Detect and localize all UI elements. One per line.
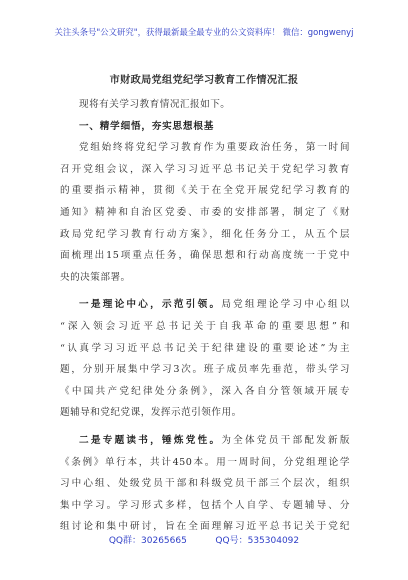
paragraph-line: 面梳理出15项重点任务，确保思想和行动高度统一于党中 [60, 250, 350, 262]
paragraph-text: 为全体党员干部配发新版 [221, 434, 350, 446]
paragraph-line: “认真学习习近平总书记关于纪律建设的重要论述”为主 [60, 342, 350, 354]
paragraph-lead: 二是专题读书，锤炼党性。 [79, 434, 222, 446]
paragraph-line: “深入领会习近平总书记关于自我革命的重要思想”和 [60, 320, 350, 332]
paragraph-line: 通知》精神和自治区党委、市委的安排部署，制定了《财 [60, 206, 350, 218]
paragraph-line: 集中学习。学习形式多样，包括个人自学、专题辅导、分 [60, 499, 350, 511]
paragraph-line [60, 294, 350, 316]
paragraph-lead: 一是理论中心，示范引领。 [79, 299, 222, 311]
paragraph-line: 组讨论和集中研讨，旨在全面理解习近平总书记关于党纪 [60, 521, 350, 533]
footer-contact: QQ群：30265665 QQ号：535304092 [108, 536, 300, 546]
paragraph-line: 政局党纪学习教育行动方案》，细化任务分工，从五个层 [60, 228, 350, 240]
section1-paragraph [60, 137, 350, 288]
paragraph-line: 《条例》单行本，共计450本。用一周时间，分党组理论学 [60, 456, 350, 468]
paragraph-line: 召开党组会议，深入学习习近平总书记关于党纪学习教育 [60, 163, 350, 175]
document-body [60, 94, 350, 538]
paragraph-line: 《中国共产党纪律处分条例》，深入各自分管领域开展专 [60, 385, 350, 397]
theory-center-paragraph [60, 294, 350, 424]
paragraph-line: 题辅导和党纪党课，发挥示范引领作用。 [60, 407, 242, 419]
reading-paragraph [60, 430, 350, 538]
header-banner: 关注头条号"公文研究"，获得最新最全最专业的公文资料库！ 微信：gongwenyj [54, 27, 354, 37]
document-title: 市财政局党组党纪学习教育工作情况汇报 [109, 74, 299, 86]
paragraph-line: 党组始终将党纪学习教育作为重要政治任务，第一时间 [79, 142, 350, 154]
paragraph-line: 央的决策部署。 [60, 271, 131, 283]
intro-paragraph: 现将有关学习教育情况汇报如下。 [79, 99, 231, 110]
paragraph-line: 题，分别开展集中学习3次。班子成员率先垂范，带头学习 [60, 364, 350, 376]
paragraph-line [60, 430, 350, 452]
paragraph-line: 的重要指示精神，贯彻《关于在全党开展党纪学习教育的 [60, 185, 350, 197]
paragraph-text: 局党组理论学习中心组以 [221, 299, 350, 311]
paragraph-line: 习中心组、处级党员干部和科级党员干部三个层次，组织 [60, 478, 350, 490]
section-heading-1: 一、精学细悟，夯实思想根基 [79, 120, 215, 132]
